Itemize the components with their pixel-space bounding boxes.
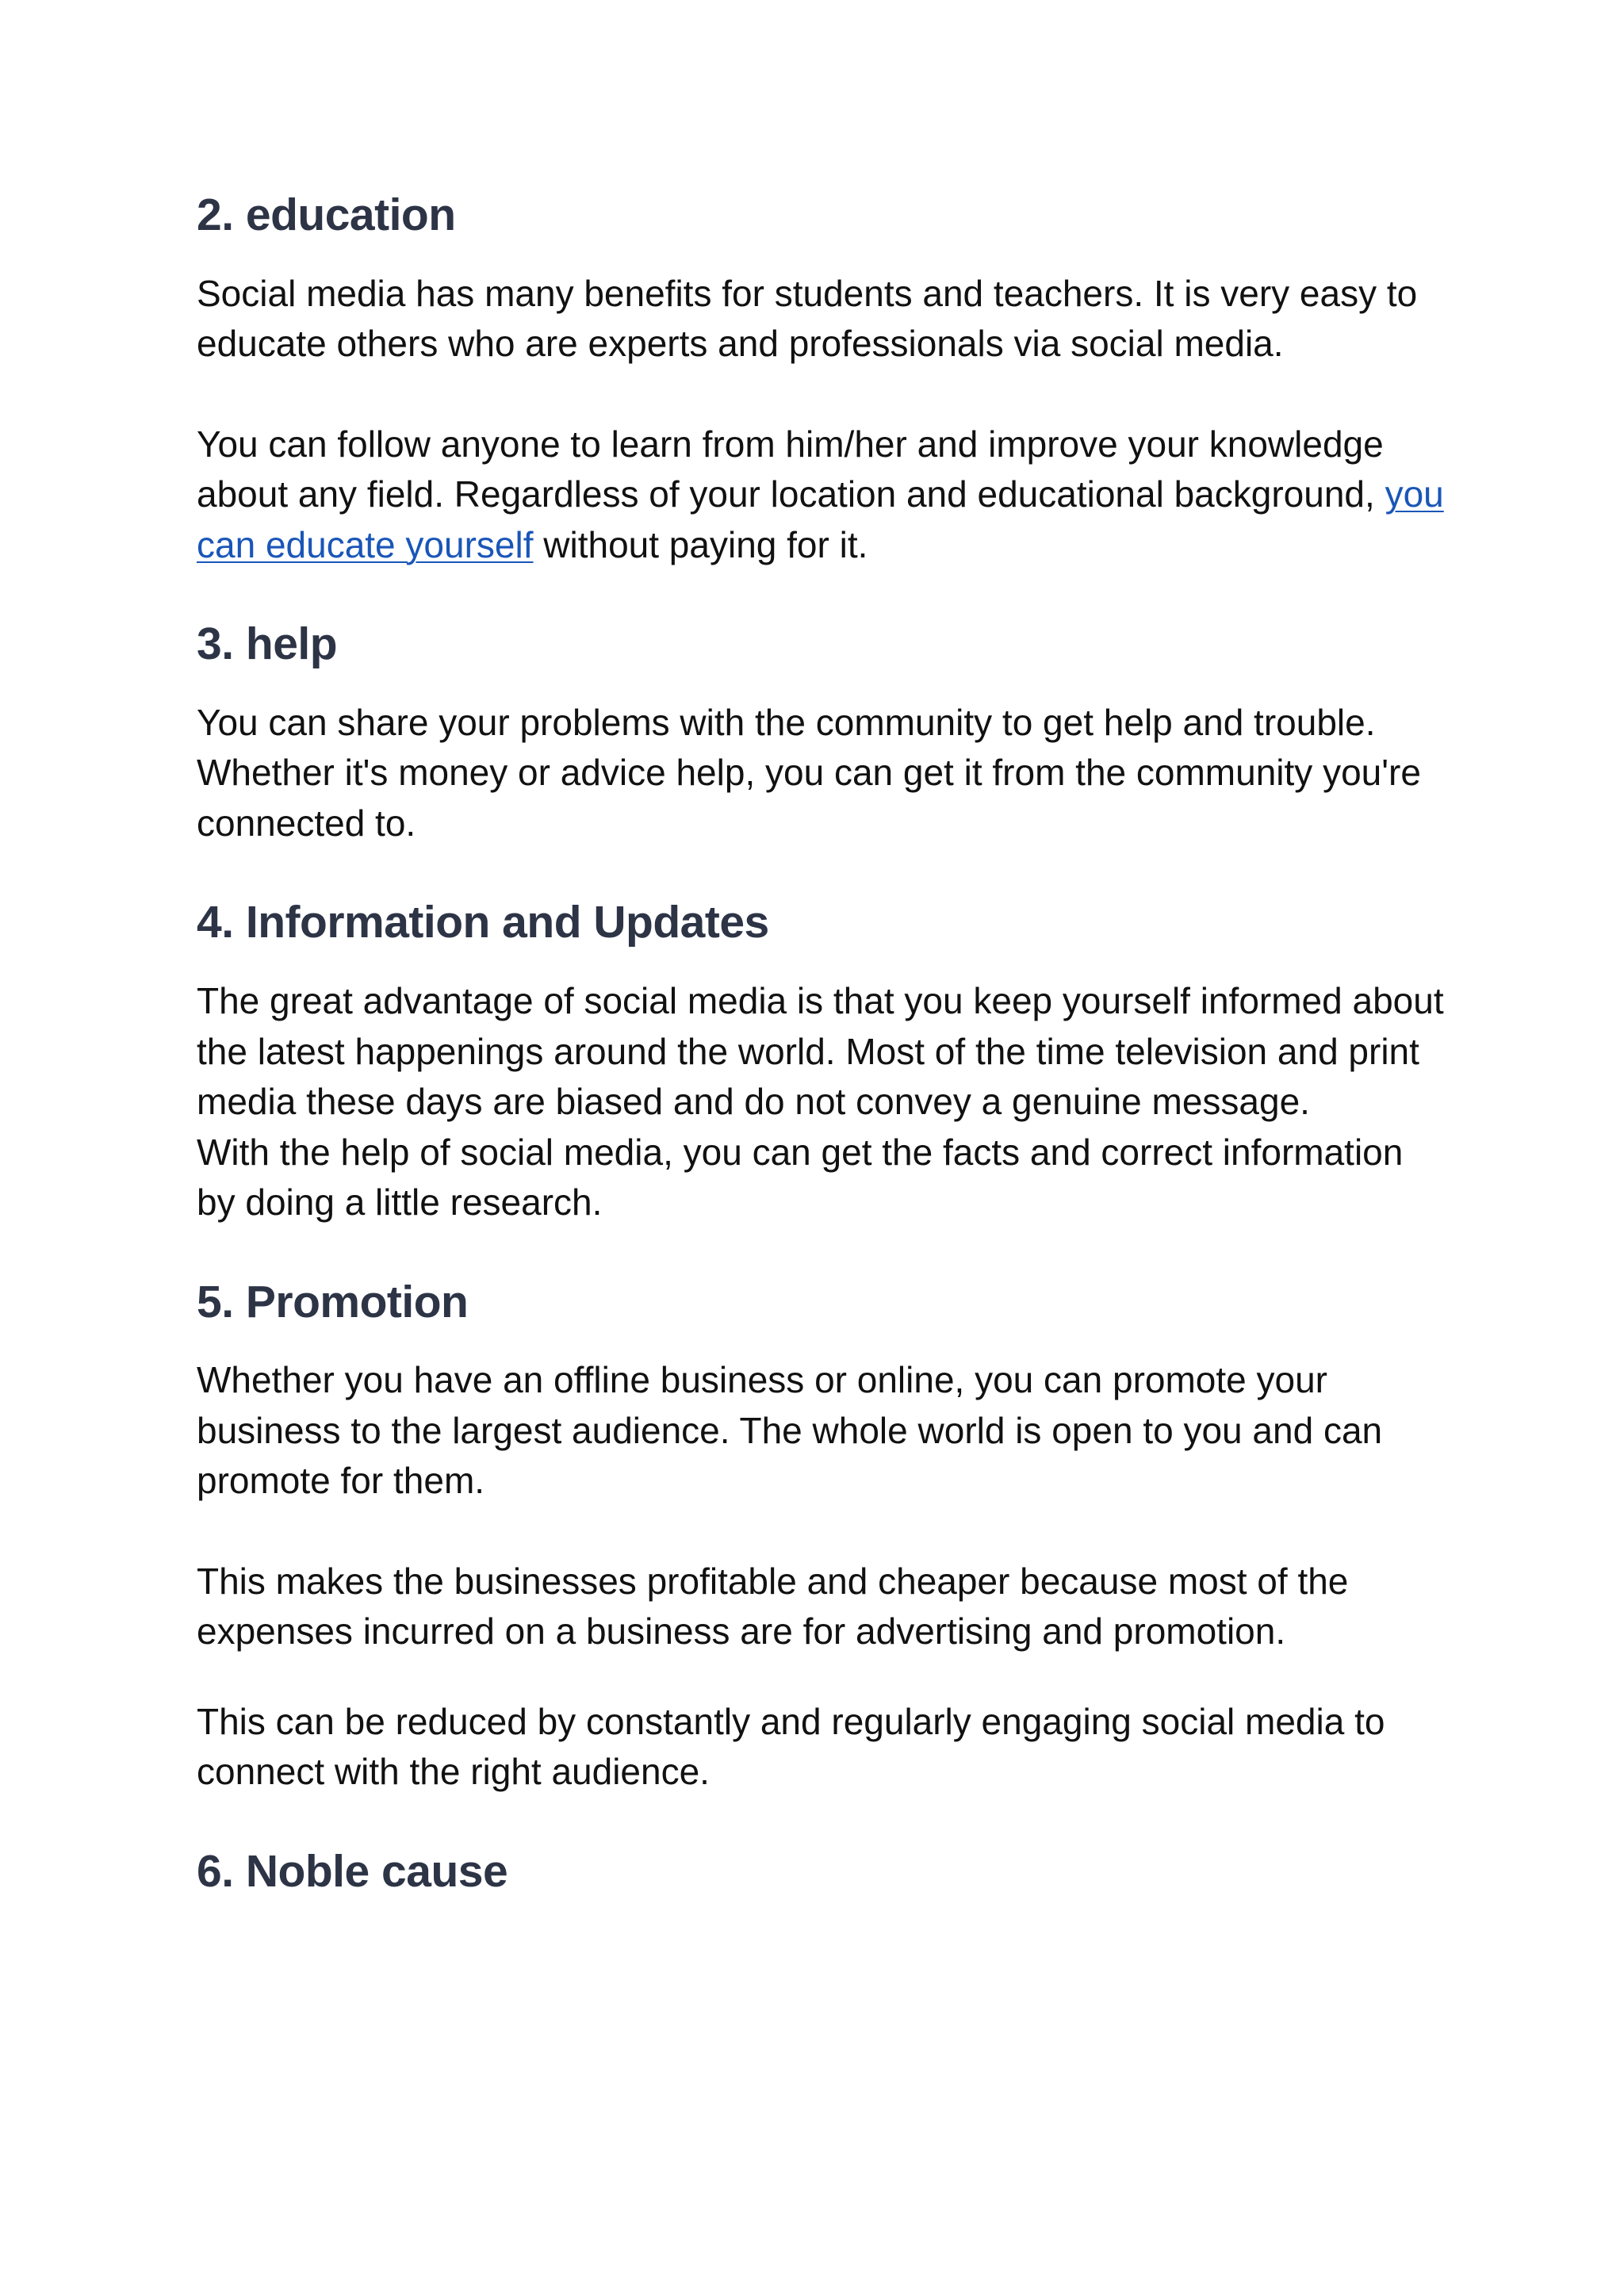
section-heading-promotion: 5. Promotion <box>197 1276 469 1327</box>
education-paragraph-1: Social media has many benefits for students and teachers. It is very easy to educate others who are experts and professionals via social media. <box>197 272 1418 365</box>
section-heading-help: 3. help <box>197 618 338 670</box>
education-paragraph-2 <box>197 419 1450 571</box>
section-heading-noble-cause: 6. Noble cause <box>197 1845 508 1897</box>
document-page <box>197 190 1450 1896</box>
promotion-paragraph-3: This can be reduced by constantly and regularly engaging social media to connect with the right audience. <box>197 1700 1385 1793</box>
section-heading-education: 2. education <box>197 190 456 240</box>
promotion-paragraph-1: Whether you have an offline business or online, you can promote your business to the largest audience. The whole world is open to you and can promote for them. <box>197 1359 1383 1502</box>
education-paragraph-2-tail: without paying for it. <box>533 523 868 565</box>
section-heading-information-updates: 4. Information and Updates <box>197 897 769 948</box>
information-paragraph-1: The great advantage of social media is that you keep yourself informed about the latest happenings around the world. Most of the time television and print media these days are biased and do not convey a genuine message. <box>197 980 1444 1123</box>
promotion-paragraph-2: This makes the businesses profitable and cheaper because most of the expenses incurred on a business are for advertising and promotion. <box>197 1560 1349 1653</box>
help-paragraph-1: You can share your problems with the community to get help and trouble. Whether it's money or advice help, you can get it from the community you're connected to. <box>197 701 1421 844</box>
educate-yourself-link[interactable]: you can educate yourself <box>197 473 1444 565</box>
education-paragraph-2-text: You can follow anyone to learn from him/her and improve your knowledge about any field. Regardless of your location and educational background, <box>197 423 1385 515</box>
information-paragraph-2: With the help of social media, you can get the facts and correct information by doing a little research. <box>197 1131 1404 1224</box>
